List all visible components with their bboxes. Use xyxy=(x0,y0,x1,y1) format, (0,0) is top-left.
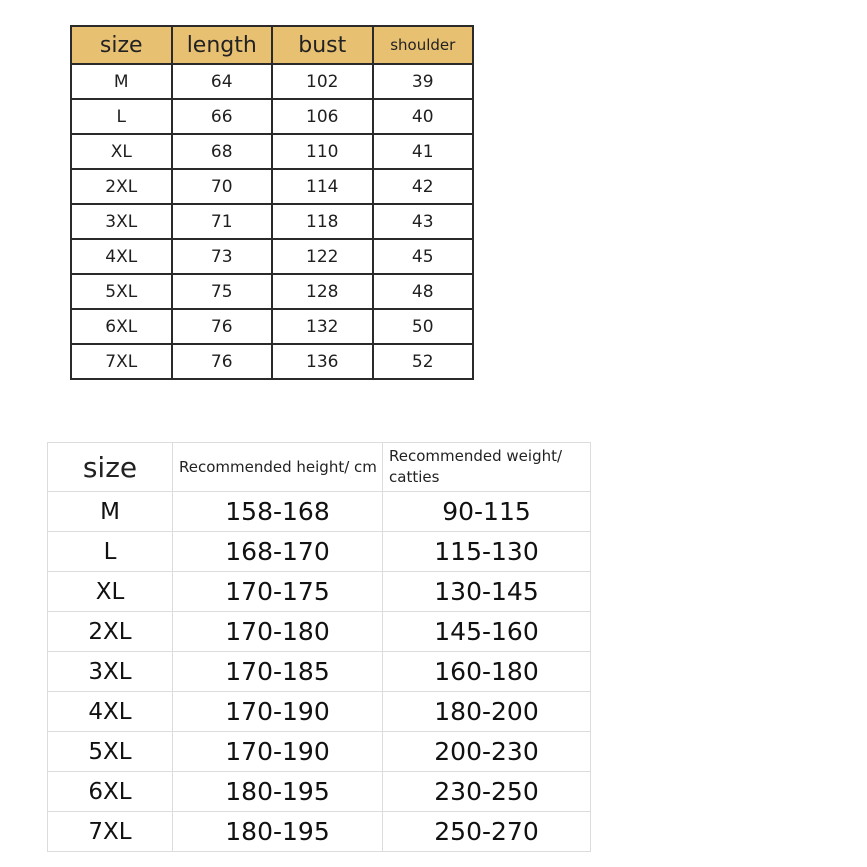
cell-length: 76 xyxy=(172,309,273,344)
cell-size: 2XL xyxy=(48,612,173,652)
cell-length: 76 xyxy=(172,344,273,379)
cell-shoulder: 42 xyxy=(373,169,474,204)
cell-recommended-height: 170-190 xyxy=(173,732,383,772)
cell-recommended-weight: 90-115 xyxy=(383,492,591,532)
cell-shoulder: 39 xyxy=(373,64,474,99)
cell-shoulder: 48 xyxy=(373,274,474,309)
cell-bust: 122 xyxy=(272,239,373,274)
cell-length: 66 xyxy=(172,99,273,134)
cell-length: 71 xyxy=(172,204,273,239)
cell-recommended-weight: 180-200 xyxy=(383,692,591,732)
table-row xyxy=(71,99,473,134)
cell-shoulder: 52 xyxy=(373,344,474,379)
cell-recommended-weight: 145-160 xyxy=(383,612,591,652)
cell-recommended-height: 170-185 xyxy=(173,652,383,692)
cell-recommended-weight: 250-270 xyxy=(383,812,591,852)
cell-size: 2XL xyxy=(71,169,172,204)
table-row xyxy=(71,309,473,344)
cell-recommended-weight: 130-145 xyxy=(383,572,591,612)
cell-shoulder: 43 xyxy=(373,204,474,239)
header-bust: bust xyxy=(272,26,373,64)
recommendation-header-row xyxy=(48,443,591,492)
header-size: size xyxy=(48,443,173,492)
table-row xyxy=(48,772,591,812)
table-row xyxy=(48,652,591,692)
table-row xyxy=(71,134,473,169)
cell-recommended-height: 170-180 xyxy=(173,612,383,652)
cell-length: 70 xyxy=(172,169,273,204)
recommendation-table xyxy=(47,442,591,852)
cell-size: 6XL xyxy=(71,309,172,344)
cell-shoulder: 41 xyxy=(373,134,474,169)
cell-recommended-height: 168-170 xyxy=(173,532,383,572)
cell-bust: 102 xyxy=(272,64,373,99)
cell-bust: 132 xyxy=(272,309,373,344)
cell-length: 73 xyxy=(172,239,273,274)
table-row xyxy=(71,204,473,239)
cell-size: 3XL xyxy=(71,204,172,239)
table-row xyxy=(48,692,591,732)
recommendation-body xyxy=(48,492,591,852)
cell-length: 75 xyxy=(172,274,273,309)
table-row xyxy=(48,812,591,852)
table-row xyxy=(71,64,473,99)
cell-bust: 114 xyxy=(272,169,373,204)
cell-size: 5XL xyxy=(48,732,173,772)
size-chart-table xyxy=(70,25,474,380)
cell-size: 4XL xyxy=(48,692,173,732)
table-row xyxy=(71,239,473,274)
cell-size: 3XL xyxy=(48,652,173,692)
cell-size: XL xyxy=(71,134,172,169)
cell-bust: 110 xyxy=(272,134,373,169)
cell-bust: 136 xyxy=(272,344,373,379)
cell-recommended-height: 170-190 xyxy=(173,692,383,732)
cell-shoulder: 40 xyxy=(373,99,474,134)
header-recommended-weight: Recommended weight/ catties xyxy=(383,443,591,492)
table-row xyxy=(71,274,473,309)
cell-shoulder: 45 xyxy=(373,239,474,274)
cell-size: XL xyxy=(48,572,173,612)
cell-shoulder: 50 xyxy=(373,309,474,344)
cell-size: 5XL xyxy=(71,274,172,309)
cell-recommended-height: 158-168 xyxy=(173,492,383,532)
cell-size: 7XL xyxy=(48,812,173,852)
header-size: size xyxy=(71,26,172,64)
cell-recommended-weight: 160-180 xyxy=(383,652,591,692)
cell-recommended-height: 180-195 xyxy=(173,772,383,812)
table-row xyxy=(48,732,591,772)
cell-length: 68 xyxy=(172,134,273,169)
table-row xyxy=(48,492,591,532)
header-shoulder: shoulder xyxy=(373,26,474,64)
header-length: length xyxy=(172,26,273,64)
cell-size: 6XL xyxy=(48,772,173,812)
table-row xyxy=(48,572,591,612)
table-row xyxy=(48,612,591,652)
size-chart-header-row xyxy=(71,26,473,64)
cell-recommended-weight: 115-130 xyxy=(383,532,591,572)
cell-recommended-weight: 200-230 xyxy=(383,732,591,772)
table-row xyxy=(48,532,591,572)
cell-size: M xyxy=(48,492,173,532)
header-recommended-height: Recommended height/ cm xyxy=(173,443,383,492)
cell-size: L xyxy=(48,532,173,572)
cell-size: 4XL xyxy=(71,239,172,274)
cell-recommended-height: 170-175 xyxy=(173,572,383,612)
cell-recommended-weight: 230-250 xyxy=(383,772,591,812)
cell-bust: 128 xyxy=(272,274,373,309)
cell-size: 7XL xyxy=(71,344,172,379)
table-row xyxy=(71,344,473,379)
cell-size: L xyxy=(71,99,172,134)
cell-bust: 106 xyxy=(272,99,373,134)
cell-bust: 118 xyxy=(272,204,373,239)
table-row xyxy=(71,169,473,204)
cell-size: M xyxy=(71,64,172,99)
size-chart-body xyxy=(71,64,473,379)
cell-length: 64 xyxy=(172,64,273,99)
cell-recommended-height: 180-195 xyxy=(173,812,383,852)
